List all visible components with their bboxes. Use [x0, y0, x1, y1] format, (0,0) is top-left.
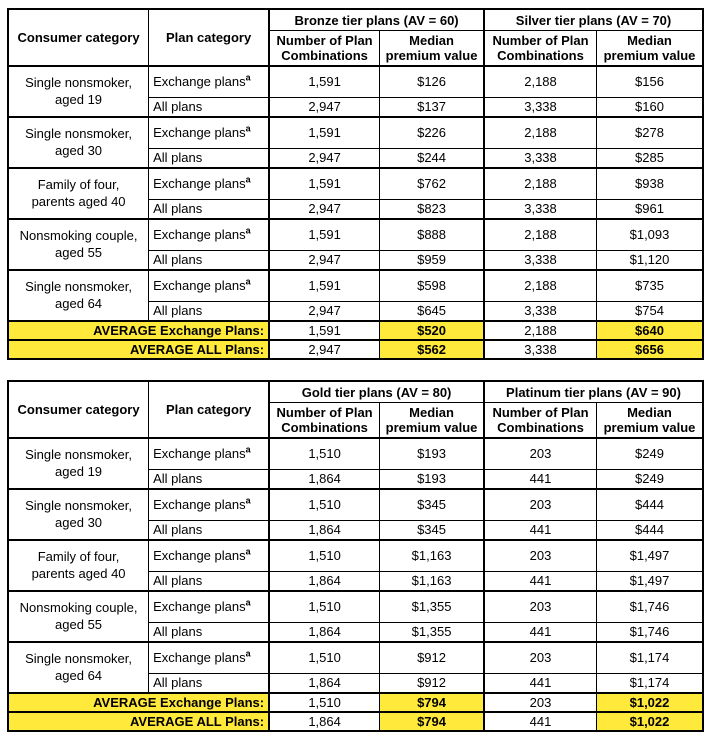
- consumer-category-cell: [8, 66, 149, 117]
- plan-category-cell: [149, 469, 270, 489]
- value-cell: $735: [597, 270, 704, 301]
- value-cell: 1,591: [269, 168, 379, 199]
- value-cell: $1,174: [596, 642, 703, 673]
- value-cell: 2,947: [269, 301, 379, 321]
- value-cell: 1,510: [269, 438, 379, 469]
- value-cell: $1,497: [596, 571, 703, 591]
- value-cell: 1,510: [269, 591, 379, 622]
- plan-label: Exchange plans: [153, 74, 246, 90]
- plan-label: All plans: [153, 252, 203, 268]
- consumer-category-line: parents aged 40: [31, 565, 126, 581]
- value-cell: 1,864: [269, 520, 379, 540]
- plan-category-cell: [149, 540, 270, 571]
- value-cell: $1,746: [596, 591, 703, 622]
- bronze-silver-table-container: [7, 8, 705, 360]
- average-label-cell: AVERAGE ALL Plans:: [8, 712, 269, 731]
- value-cell: 441: [484, 571, 596, 591]
- value-cell: $912: [380, 642, 484, 673]
- footnote-marker: a: [245, 495, 251, 506]
- average-count-cell: 2,947: [269, 340, 379, 359]
- median-premium-header: Median premium value: [597, 31, 704, 67]
- footnote-marker: a: [245, 174, 251, 185]
- footnote-marker: a: [245, 225, 251, 236]
- value-cell: 1,591: [269, 270, 379, 301]
- num-combinations-header: Number of Plan Combinations: [484, 403, 596, 439]
- average-value-cell: $1,022: [596, 712, 703, 731]
- plan-category-cell: [149, 97, 270, 117]
- consumer-category-cell: [8, 219, 149, 270]
- value-cell: $345: [380, 489, 484, 520]
- num-combinations-header: Number of Plan Combinations: [484, 31, 596, 67]
- average-label-cell: AVERAGE ALL Plans:: [8, 340, 269, 359]
- plan-category-cell: [149, 117, 270, 148]
- exchange-plans-row: [8, 489, 703, 520]
- exchange-plans-row: [8, 66, 703, 97]
- value-cell: $444: [596, 489, 703, 520]
- plan-label: All plans: [153, 624, 203, 640]
- footnote-marker: a: [245, 72, 251, 83]
- value-cell: 1,864: [269, 673, 379, 693]
- bronze-silver-header: [8, 9, 703, 66]
- consumer-category-line: aged 30: [55, 514, 103, 530]
- value-cell: 441: [484, 673, 596, 693]
- plan-label: All plans: [153, 201, 203, 217]
- value-cell: $249: [596, 469, 703, 489]
- value-cell: $1,120: [597, 250, 704, 270]
- footnote-marker: a: [245, 546, 251, 557]
- value-cell: 203: [484, 438, 596, 469]
- plan-category-cell: [149, 489, 270, 520]
- plan-label: Exchange plans: [153, 446, 246, 462]
- value-cell: $888: [380, 219, 484, 250]
- plan-label: Exchange plans: [153, 548, 246, 564]
- bronze-tier-header: Bronze tier plans (AV = 60): [269, 9, 484, 31]
- value-cell: 2,947: [269, 148, 379, 168]
- average-label-cell: AVERAGE Exchange Plans:: [8, 321, 269, 340]
- median-premium-header: Median premium value: [380, 31, 484, 67]
- consumer-category-line: Nonsmoking couple,: [19, 599, 138, 615]
- value-cell: 3,338: [484, 199, 596, 219]
- value-cell: 2,947: [269, 97, 379, 117]
- value-cell: $754: [597, 301, 704, 321]
- plan-category-cell: [149, 301, 270, 321]
- plan-category-cell: [149, 571, 270, 591]
- value-cell: $598: [380, 270, 484, 301]
- value-cell: 1,591: [269, 117, 379, 148]
- value-cell: 203: [484, 642, 596, 673]
- average-count-cell: 203: [484, 693, 596, 712]
- header-tier-row: [8, 381, 703, 403]
- average-label-cell: AVERAGE Exchange Plans:: [8, 693, 269, 712]
- value-cell: $1,163: [380, 540, 484, 571]
- median-premium-header: Median premium value: [596, 403, 703, 439]
- consumer-category-cell: [8, 168, 149, 219]
- value-cell: 2,188: [484, 66, 596, 97]
- value-cell: $1,746: [596, 622, 703, 642]
- exchange-plans-row: [8, 219, 703, 250]
- average-count-cell: 2,188: [484, 321, 596, 340]
- consumer-category-cell: [8, 642, 149, 693]
- consumer-category-cell: [8, 270, 149, 321]
- consumer-category-line: aged 55: [55, 244, 103, 260]
- consumer-category-line: Nonsmoking couple,: [19, 227, 138, 243]
- plan-label: Exchange plans: [153, 176, 246, 192]
- value-cell: $278: [597, 117, 704, 148]
- value-cell: 2,188: [484, 219, 596, 250]
- exchange-plans-row: [8, 117, 703, 148]
- plan-label: All plans: [153, 150, 203, 166]
- plan-category-cell: [149, 438, 270, 469]
- value-cell: $645: [380, 301, 484, 321]
- median-premium-header: Median premium value: [380, 403, 484, 439]
- value-cell: 441: [484, 520, 596, 540]
- footnote-marker: a: [245, 597, 251, 608]
- exchange-plans-row: [8, 438, 703, 469]
- value-cell: $1,355: [380, 622, 484, 642]
- value-cell: 1,864: [269, 571, 379, 591]
- value-cell: 1,864: [269, 622, 379, 642]
- average-value-cell: $656: [597, 340, 704, 359]
- plan-label: Exchange plans: [153, 278, 246, 294]
- value-cell: $1,174: [596, 673, 703, 693]
- value-cell: 2,188: [484, 270, 596, 301]
- value-cell: 1,510: [269, 540, 379, 571]
- value-cell: $444: [596, 520, 703, 540]
- plan-label: All plans: [153, 522, 203, 538]
- bronze-silver-body: [8, 66, 703, 359]
- value-cell: 3,338: [484, 97, 596, 117]
- exchange-plans-row: [8, 540, 703, 571]
- consumer-category-cell: [8, 540, 149, 591]
- value-cell: 2,188: [484, 117, 596, 148]
- footnote-marker: a: [245, 276, 251, 287]
- consumer-category-line: Family of four,: [37, 176, 120, 192]
- value-cell: $193: [380, 469, 484, 489]
- plan-category-cell: [149, 520, 270, 540]
- value-cell: $345: [380, 520, 484, 540]
- value-cell: 2,947: [269, 250, 379, 270]
- plan-label: Exchange plans: [153, 125, 246, 141]
- value-cell: 203: [484, 540, 596, 571]
- value-cell: 1,510: [269, 489, 379, 520]
- plan-label: Exchange plans: [153, 497, 246, 513]
- value-cell: $226: [380, 117, 484, 148]
- average-value-cell: $562: [380, 340, 484, 359]
- value-cell: $1,093: [597, 219, 704, 250]
- value-cell: $156: [597, 66, 704, 97]
- average-value-cell: $794: [380, 712, 484, 731]
- plan-category-cell: [149, 66, 270, 97]
- consumer-category-line: Single nonsmoker,: [25, 446, 133, 462]
- plan-category-cell: [149, 270, 270, 301]
- consumer-category-line: aged 30: [55, 142, 103, 158]
- plan-category-cell: [149, 642, 270, 673]
- plan-category-cell: [149, 591, 270, 622]
- footnote-marker: a: [245, 123, 251, 134]
- plan-category-cell: [149, 622, 270, 642]
- average-exchange-plans-row: [8, 693, 703, 712]
- value-cell: $823: [380, 199, 484, 219]
- plan-label: All plans: [153, 99, 203, 115]
- exchange-plans-row: [8, 642, 703, 673]
- plan-category-cell: [149, 250, 270, 270]
- num-combinations-header: Number of Plan Combinations: [269, 403, 379, 439]
- average-count-cell: 1,510: [269, 693, 379, 712]
- plan-category-cell: [149, 219, 270, 250]
- consumer-category-line: aged 19: [55, 91, 103, 107]
- value-cell: $959: [380, 250, 484, 270]
- consumer-category-line: aged 19: [55, 463, 103, 479]
- average-count-cell: 441: [484, 712, 596, 731]
- value-cell: $961: [597, 199, 704, 219]
- gold-platinum-table: [7, 380, 704, 732]
- platinum-tier-header: Platinum tier plans (AV = 90): [484, 381, 703, 403]
- value-cell: 1,591: [269, 219, 379, 250]
- num-combinations-header: Number of Plan Combinations: [269, 31, 379, 67]
- value-cell: $912: [380, 673, 484, 693]
- consumer-category-line: aged 64: [55, 667, 103, 683]
- value-cell: $249: [596, 438, 703, 469]
- plan-label: All plans: [153, 675, 203, 691]
- bronze-silver-table: [7, 8, 704, 360]
- gold-platinum-body: [8, 438, 703, 731]
- consumer-category-header: Consumer category: [8, 9, 149, 66]
- plan-label: All plans: [153, 471, 203, 487]
- consumer-category-line: aged 64: [55, 295, 103, 311]
- value-cell: 2,947: [269, 199, 379, 219]
- consumer-category-line: Single nonsmoker,: [25, 74, 133, 90]
- average-all-plans-row: [8, 712, 703, 731]
- plan-category-cell: [149, 168, 270, 199]
- gold-platinum-table-container: [7, 380, 705, 732]
- average-value-cell: $520: [380, 321, 484, 340]
- average-count-cell: 1,591: [269, 321, 379, 340]
- value-cell: $244: [380, 148, 484, 168]
- value-cell: $160: [597, 97, 704, 117]
- plan-label: Exchange plans: [153, 599, 246, 615]
- value-cell: 441: [484, 622, 596, 642]
- consumer-category-cell: [8, 489, 149, 540]
- value-cell: $193: [380, 438, 484, 469]
- header-tier-row: [8, 9, 703, 31]
- value-cell: $1,355: [380, 591, 484, 622]
- consumer-category-cell: [8, 117, 149, 168]
- plan-category-cell: [149, 199, 270, 219]
- value-cell: 203: [484, 489, 596, 520]
- footnote-marker: a: [245, 444, 251, 455]
- value-cell: $938: [597, 168, 704, 199]
- consumer-category-line: Single nonsmoker,: [25, 125, 133, 141]
- average-value-cell: $640: [597, 321, 704, 340]
- plan-category-header: Plan category: [149, 381, 270, 438]
- value-cell: 2,188: [484, 168, 596, 199]
- value-cell: 3,338: [484, 301, 596, 321]
- consumer-category-line: parents aged 40: [31, 193, 126, 209]
- average-count-cell: 3,338: [484, 340, 596, 359]
- average-all-plans-row: [8, 340, 703, 359]
- gold-platinum-header: [8, 381, 703, 438]
- value-cell: $1,163: [380, 571, 484, 591]
- exchange-plans-row: [8, 270, 703, 301]
- value-cell: 441: [484, 469, 596, 489]
- value-cell: 3,338: [484, 250, 596, 270]
- footnote-marker: a: [245, 648, 251, 659]
- consumer-category-line: Single nonsmoker,: [25, 497, 133, 513]
- value-cell: $137: [380, 97, 484, 117]
- plan-category-header: Plan category: [149, 9, 270, 66]
- gold-tier-header: Gold tier plans (AV = 80): [269, 381, 484, 403]
- silver-tier-header: Silver tier plans (AV = 70): [484, 9, 703, 31]
- plan-label: All plans: [153, 573, 203, 589]
- exchange-plans-row: [8, 591, 703, 622]
- value-cell: 3,338: [484, 148, 596, 168]
- value-cell: $126: [380, 66, 484, 97]
- value-cell: $1,497: [596, 540, 703, 571]
- consumer-category-header: Consumer category: [8, 381, 149, 438]
- average-count-cell: 1,864: [269, 712, 379, 731]
- plan-label: Exchange plans: [153, 227, 246, 243]
- value-cell: 203: [484, 591, 596, 622]
- exchange-plans-row: [8, 168, 703, 199]
- consumer-category-line: Single nonsmoker,: [25, 650, 133, 666]
- value-cell: 1,510: [269, 642, 379, 673]
- plan-category-cell: [149, 673, 270, 693]
- average-value-cell: $1,022: [596, 693, 703, 712]
- plan-label: Exchange plans: [153, 650, 246, 666]
- plan-label: All plans: [153, 303, 203, 319]
- consumer-category-line: Single nonsmoker,: [25, 278, 133, 294]
- value-cell: $762: [380, 168, 484, 199]
- value-cell: $285: [597, 148, 704, 168]
- average-exchange-plans-row: [8, 321, 703, 340]
- consumer-category-line: Family of four,: [37, 548, 120, 564]
- plan-category-cell: [149, 148, 270, 168]
- consumer-category-cell: [8, 591, 149, 642]
- value-cell: 1,591: [269, 66, 379, 97]
- consumer-category-line: aged 55: [55, 616, 103, 632]
- value-cell: 1,864: [269, 469, 379, 489]
- consumer-category-cell: [8, 438, 149, 489]
- average-value-cell: $794: [380, 693, 484, 712]
